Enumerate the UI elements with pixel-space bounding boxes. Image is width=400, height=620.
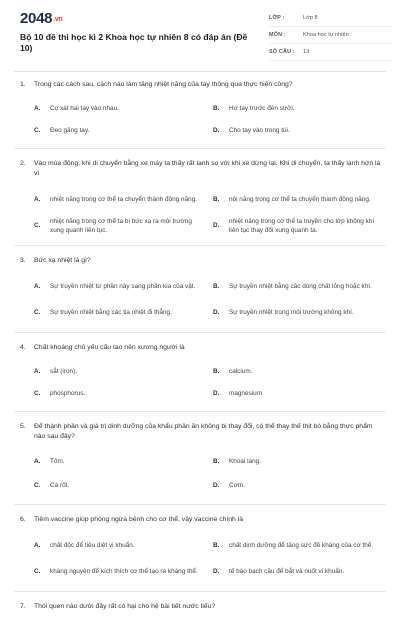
question-item <box>14 505 386 592</box>
question-number: 4. <box>20 344 26 351</box>
question-item <box>14 149 386 246</box>
option-letter: D. <box>213 568 220 576</box>
option-text: Sự truyền nhiệt trong môi trường không khí. <box>229 309 354 317</box>
answer-option[interactable] <box>34 187 207 213</box>
question-text: Vào mùa đông, khi di chuyển bằng xe máy ta thấy rất lạnh so với khi xe dừng lại. Khi di chuyển, ta thấy lạnh hơn là vì <box>34 160 381 177</box>
option-letter: C. <box>34 390 41 398</box>
option-text: chất dinh dưỡng để tăng sức đề kháng của cơ thể. <box>229 542 374 550</box>
option-letter: B. <box>213 105 220 113</box>
question-item <box>14 246 386 333</box>
answer-option[interactable] <box>213 98 386 120</box>
meta-key: MÔN : <box>269 32 286 38</box>
option-letter: D. <box>213 127 220 135</box>
question-text: Chất khoáng chủ yếu cấu tạo nên xương người là <box>34 344 185 351</box>
option-letter: D. <box>213 482 220 490</box>
answer-option[interactable] <box>34 383 207 405</box>
answer-option[interactable] <box>34 120 207 142</box>
option-text: Tôm. <box>50 458 65 466</box>
option-text: Cọ xát hai tay vào nhau. <box>50 105 119 113</box>
answer-option[interactable] <box>34 450 207 474</box>
question-stem <box>14 256 386 266</box>
option-text: Cà rốt. <box>50 482 70 490</box>
question-number: 6. <box>20 516 26 523</box>
site-logo[interactable]: 2048.vn <box>20 10 63 27</box>
question-number: 3. <box>20 257 26 264</box>
answer-option[interactable] <box>34 274 207 300</box>
meta-key: LỚP : <box>269 15 285 21</box>
option-text: kháng nguyên để kích thích cơ thể tạo ra kháng thể. <box>50 568 198 576</box>
answer-options <box>14 274 386 326</box>
option-letter: B. <box>213 458 220 466</box>
answer-option[interactable] <box>213 274 386 300</box>
answer-option[interactable] <box>213 559 386 585</box>
option-letter: B. <box>213 196 220 204</box>
option-text: Sự truyền nhiệt từ phần này sang phần kia của vật. <box>50 283 196 291</box>
meta-value: Khoa học tự nhiên <box>303 32 349 38</box>
option-letter: C. <box>34 568 41 576</box>
question-item <box>14 412 386 505</box>
answer-option[interactable] <box>34 559 207 585</box>
question-stem <box>14 80 386 90</box>
option-text: nhiệt năng trong cơ thể ta truyền cho lớp không khí liên tục thay đổi xung quanh ta. <box>229 217 375 234</box>
answer-option[interactable] <box>213 533 386 559</box>
question-item <box>14 80 386 149</box>
answer-option[interactable] <box>34 213 207 239</box>
answer-options <box>14 98 386 142</box>
question-number: 5. <box>20 423 26 430</box>
option-text: Sự truyền nhiệt bằng các dòng chất lỏng hoặc khí. <box>229 283 372 291</box>
option-letter: A. <box>34 105 41 113</box>
option-text: Khoai lang. <box>229 458 261 466</box>
option-letter: A. <box>34 368 41 376</box>
question-text: Trong các cách sau, cách nào làm tăng nhiệt năng của tay thông qua thực hiện công? <box>34 81 293 88</box>
option-letter: C. <box>34 309 41 317</box>
option-letter: C. <box>34 222 41 230</box>
option-letter: D. <box>213 390 220 398</box>
answer-option[interactable] <box>34 98 207 120</box>
question-number: 2. <box>20 160 26 167</box>
option-text: nội năng trong cơ thể ta chuyển thành động năng. <box>229 196 371 204</box>
answer-option[interactable] <box>34 361 207 383</box>
exam-meta <box>269 10 393 61</box>
question-stem <box>14 602 386 612</box>
answer-option[interactable] <box>213 450 386 474</box>
option-text: Cơm. <box>229 482 245 490</box>
question-number: 7. <box>20 603 26 610</box>
meta-value: Lớp 8 <box>303 15 318 21</box>
answer-option[interactable] <box>34 533 207 559</box>
option-letter: A. <box>34 283 41 291</box>
question-stem <box>14 159 386 179</box>
answer-option[interactable] <box>34 300 207 326</box>
option-text: nhiệt năng trong cơ thể ta bị bức xạ ra môi trường xung quanh liên tục. <box>50 217 192 234</box>
document-title: Bộ 10 đề thi học kì 2 Khoa học tự nhiên 8 có đáp án (Đề 10) <box>20 32 248 53</box>
answer-option[interactable] <box>213 300 386 326</box>
question-stem <box>14 343 386 353</box>
option-text: Sự truyền nhiệt bằng các tia nhiệt đi thẳng. <box>50 309 172 317</box>
meta-key: SỐ CÂU : <box>269 49 295 55</box>
answer-options <box>14 361 386 405</box>
question-text: Thói quen nào dưới đây rất có hại cho hệ bài tiết nước tiểu? <box>34 603 216 610</box>
answer-options <box>14 533 386 585</box>
option-letter: A. <box>34 196 41 204</box>
answer-option[interactable] <box>213 213 386 239</box>
answer-option[interactable] <box>213 383 386 405</box>
option-letter: A. <box>34 542 41 550</box>
answer-option[interactable] <box>213 474 386 498</box>
option-letter: D. <box>213 222 220 230</box>
option-letter: B. <box>213 283 220 291</box>
question-item <box>14 333 386 412</box>
option-letter: B. <box>213 542 220 550</box>
option-letter: B. <box>213 368 220 376</box>
option-text: chất độc để tiêu diệt vi khuẩn. <box>50 542 135 550</box>
option-letter: C. <box>34 482 41 490</box>
option-text: tế bào bạch cầu để bắt và nuốt vi khuẩn. <box>229 568 345 576</box>
question-number: 1. <box>20 81 26 88</box>
question-text: Tiêm vaccine giúp phòng ngừa bệnh cho cơ thể, vậy vaccine chính là <box>34 516 244 523</box>
question-text: Bức xạ nhiệt là gì? <box>34 257 91 264</box>
answer-option[interactable] <box>34 474 207 498</box>
option-letter: A. <box>34 458 41 466</box>
question-stem <box>14 515 386 525</box>
answer-option[interactable] <box>213 120 386 142</box>
option-text: phosphorus. <box>50 390 86 398</box>
meta-subject <box>269 27 393 44</box>
question-text: Để thành phần và giá trị dinh dưỡng của khẩu phần ăn không bị thay đổi, có thể thay thế thịt bò bằng thực phẩm nào sau đây? <box>34 423 373 440</box>
option-text: nhiệt năng trong cơ thể ta chuyển thành động năng. <box>50 196 198 204</box>
answer-options <box>14 187 386 239</box>
question-stem <box>14 422 386 442</box>
option-letter: C. <box>34 127 41 135</box>
exam-header <box>14 0 386 72</box>
answer-option[interactable] <box>213 187 386 213</box>
answer-options <box>14 450 386 498</box>
question-list <box>14 80 386 620</box>
answer-option[interactable] <box>213 361 386 383</box>
option-letter: D. <box>213 309 220 317</box>
option-text: calcium. <box>229 368 253 376</box>
option-text: Hơ tay trước đèn sưởi. <box>229 105 295 113</box>
option-text: magnesium <box>229 390 263 398</box>
meta-question-count <box>269 44 393 61</box>
option-text: Cho tay vào trong túi. <box>229 127 290 135</box>
option-text: sắt (iron). <box>50 368 77 376</box>
meta-class <box>269 10 393 27</box>
option-text: Đeo găng tay. <box>50 127 90 135</box>
question-item <box>14 592 386 612</box>
meta-value: 13 <box>303 49 310 55</box>
